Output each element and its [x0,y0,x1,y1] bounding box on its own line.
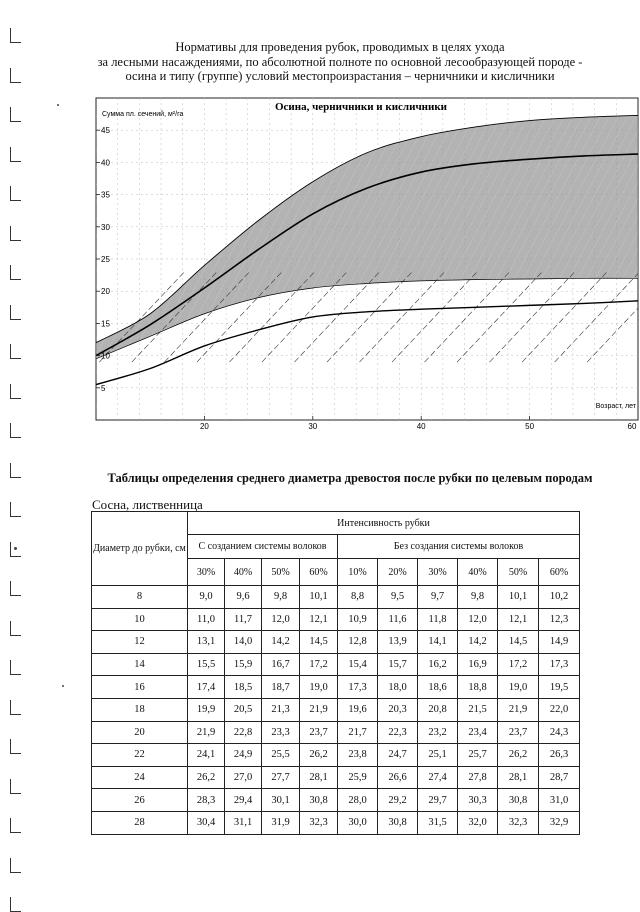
guide-line-dashed [360,272,445,362]
value-cell: 32,3 [300,811,338,834]
y-tick-label: 35 [101,190,110,200]
y-tick-label: 45 [101,126,110,136]
guide-line-dashed [490,272,575,362]
value-cell: 12,0 [262,608,300,631]
binder-mark [10,739,21,754]
pct-with-header: 60% [300,559,338,586]
x-tick-label: 30 [308,422,318,431]
shaded-band [96,115,638,358]
diameter-cell: 24 [92,766,188,789]
value-cell: 22,8 [225,721,262,744]
value-cell: 13,9 [378,631,418,654]
table-row [92,631,580,654]
table-row [92,721,580,744]
binder-mark [10,818,21,833]
binder-mark [10,226,21,241]
pct-without-header: 40% [458,559,498,586]
value-cell: 25,7 [458,744,498,767]
table-row [92,608,580,631]
x-tick-label: 60 [627,422,637,431]
value-cell: 24,9 [225,744,262,767]
binder-mark [10,68,21,83]
binder-mark [10,186,21,201]
guide-line-dashed [392,272,477,362]
value-cell: 10,2 [539,586,580,609]
value-cell: 26,6 [378,766,418,789]
binder-mark [10,28,21,43]
value-cell: 12,1 [498,608,539,631]
y-axis-label: Сумма пл. сечений, м²/га [102,111,184,118]
value-cell: 23,8 [338,744,378,767]
value-cell: 20,3 [378,698,418,721]
value-cell: 23,2 [418,721,458,744]
value-cell: 30,8 [300,789,338,812]
value-cell: 15,5 [188,653,225,676]
diameter-cell: 16 [92,676,188,699]
diameter-cell: 22 [92,744,188,767]
value-cell: 18,7 [262,676,300,699]
margin-dot [14,547,17,550]
pct-with-header: 50% [262,559,300,586]
value-cell: 19,0 [300,676,338,699]
col-diameter-header: Диаметр до рубки, см [92,512,188,586]
pct-without-header: 60% [539,559,580,586]
binder-mark [10,858,21,873]
value-cell: 32,0 [458,811,498,834]
guide-line-dashed [522,272,607,362]
value-cell: 29,2 [378,789,418,812]
value-cell: 16,9 [458,653,498,676]
value-cell: 30,0 [338,811,378,834]
table-row [92,789,580,812]
value-cell: 30,8 [378,811,418,834]
value-cell: 21,9 [498,698,539,721]
value-cell: 19,9 [188,698,225,721]
value-cell: 22,0 [539,698,580,721]
value-cell: 14,0 [225,631,262,654]
title-line-3: осина и типу (группе) условий местопроизрастания – черничники и кисличники [125,69,555,83]
y-tick-label: 20 [101,287,110,297]
value-cell: 12,0 [458,608,498,631]
value-cell: 14,9 [539,631,580,654]
x-tick-label: 20 [199,422,209,431]
value-cell: 28,0 [338,789,378,812]
value-cell: 28,7 [539,766,580,789]
value-cell: 10,9 [338,608,378,631]
value-cell: 31,0 [539,789,580,812]
value-cell: 11,6 [378,608,418,631]
value-cell: 30,3 [458,789,498,812]
y-tick-label: 10 [101,351,110,361]
pct-with-header: 40% [225,559,262,586]
document-title [60,40,620,84]
value-cell: 26,3 [539,744,580,767]
value-cell: 9,7 [418,586,458,609]
pct-without-header: 30% [418,559,458,586]
value-cell: 28,3 [188,789,225,812]
value-cell: 23,3 [262,721,300,744]
margin-dot [57,104,59,106]
binder-mark [10,581,21,596]
value-cell: 13,1 [188,631,225,654]
y-tick-label: 15 [101,319,110,329]
guide-line-dashed [555,272,640,362]
value-cell: 17,3 [338,676,378,699]
value-cell: 11,0 [188,608,225,631]
value-cell: 26,2 [300,744,338,767]
diameter-cell: 8 [92,586,188,609]
pct-without-header: 10% [338,559,378,586]
value-cell: 24,7 [378,744,418,767]
binder-margin [0,0,30,905]
value-cell: 9,0 [188,586,225,609]
value-cell: 31,5 [418,811,458,834]
diameter-cell: 20 [92,721,188,744]
table-body [92,586,580,835]
value-cell: 19,5 [539,676,580,699]
value-cell: 20,5 [225,698,262,721]
value-cell: 18,8 [458,676,498,699]
group-with-header: С созданием системы волоков [188,535,338,559]
binder-mark [10,344,21,359]
value-cell: 12,1 [300,608,338,631]
table-row [92,676,580,699]
diameter-cell: 10 [92,608,188,631]
value-cell: 23,7 [498,721,539,744]
value-cell: 21,3 [262,698,300,721]
series-layer [88,98,640,420]
guide-line-dashed [457,272,542,362]
table-row [92,586,580,609]
value-cell: 11,7 [225,608,262,631]
value-cell: 27,4 [418,766,458,789]
value-cell: 19,6 [338,698,378,721]
value-cell: 14,5 [300,631,338,654]
value-cell: 23,7 [300,721,338,744]
basal-area-chart [88,96,640,432]
value-cell: 28,1 [498,766,539,789]
value-cell: 29,4 [225,789,262,812]
table-row [92,653,580,676]
value-cell: 30,1 [262,789,300,812]
x-axis-label: Возраст, лет [595,403,636,410]
value-cell: 26,2 [498,744,539,767]
value-cell: 27,7 [262,766,300,789]
table-row [92,811,580,834]
value-cell: 11,8 [418,608,458,631]
binder-mark [10,305,21,320]
col-intensity-header: Интенсивность рубки [188,512,580,535]
chart-svg [88,96,640,432]
table-row [92,744,580,767]
table-heading: Таблицы определения среднего диаметра древостоя после рубки по целевым породам [107,471,593,485]
value-cell: 20,8 [418,698,458,721]
value-cell: 15,9 [225,653,262,676]
y-tick-label: 40 [101,158,110,168]
value-cell: 8,8 [338,586,378,609]
value-cell: 17,4 [188,676,225,699]
diameter-cell: 26 [92,789,188,812]
x-tick-label: 40 [416,422,426,431]
pct-without-header: 20% [378,559,418,586]
value-cell: 17,3 [539,653,580,676]
value-cell: 9,8 [458,586,498,609]
value-cell: 21,9 [188,721,225,744]
y-tick-label: 30 [101,222,110,232]
binder-mark [10,700,21,715]
diameter-cell: 14 [92,653,188,676]
value-cell: 15,4 [338,653,378,676]
diameter-cell: 28 [92,811,188,834]
binder-mark [10,384,21,399]
value-cell: 12,8 [338,631,378,654]
value-cell: 21,9 [300,698,338,721]
value-cell: 26,2 [188,766,225,789]
value-cell: 9,6 [225,586,262,609]
value-cell: 15,7 [378,653,418,676]
group-without-header: Без создания системы волоков [338,535,580,559]
chart-title: Осина, черничники и кисличники [274,101,448,113]
value-cell: 16,7 [262,653,300,676]
value-cell: 10,1 [300,586,338,609]
value-cell: 28,1 [300,766,338,789]
value-cell: 9,8 [262,586,300,609]
value-cell: 10,1 [498,586,539,609]
binder-mark [10,423,21,438]
binder-mark [10,502,21,517]
value-cell: 32,3 [498,811,539,834]
value-cell: 12,3 [539,608,580,631]
binder-mark [10,660,21,675]
y-tick-label: 5 [101,383,106,393]
value-cell: 19,0 [498,676,539,699]
pct-without-header: 50% [498,559,539,586]
x-tick-label: 50 [525,422,535,431]
binder-mark [10,463,21,478]
value-cell: 32,9 [539,811,580,834]
binder-mark [10,779,21,794]
value-cell: 14,2 [262,631,300,654]
pct-with-header: 30% [188,559,225,586]
value-cell: 31,9 [262,811,300,834]
table-row [92,698,580,721]
binder-mark [10,107,21,122]
value-cell: 25,5 [262,744,300,767]
value-cell: 18,0 [378,676,418,699]
table-subheading: Сосна, лиственница [92,497,203,512]
value-cell: 30,8 [498,789,539,812]
value-cell: 22,3 [378,721,418,744]
value-cell: 21,7 [338,721,378,744]
value-cell: 29,7 [418,789,458,812]
binder-mark [10,265,21,280]
value-cell: 18,6 [418,676,458,699]
binder-mark [10,621,21,636]
value-cell: 23,4 [458,721,498,744]
value-cell: 25,9 [338,766,378,789]
value-cell: 27,8 [458,766,498,789]
value-cell: 30,4 [188,811,225,834]
value-cell: 18,5 [225,676,262,699]
title-line-2: за лесными насаждениями, по абсолютной полноте по основной лесообразующей породе - [97,54,583,69]
diameter-cell: 12 [92,631,188,654]
binder-mark [10,147,21,162]
diameter-cell: 18 [92,698,188,721]
value-cell: 27,0 [225,766,262,789]
value-cell: 14,1 [418,631,458,654]
guide-line-dashed [587,272,640,362]
value-cell: 16,2 [418,653,458,676]
guide-line-dashed [425,272,510,362]
y-tick-label: 25 [101,255,110,264]
value-cell: 14,5 [498,631,539,654]
value-cell: 25,1 [418,744,458,767]
value-cell: 17,2 [300,653,338,676]
title-line-1: Нормативы для проведения рубок, проводимых в целях ухода [175,40,505,54]
margin-dot [62,685,64,687]
value-cell: 31,1 [225,811,262,834]
value-cell: 9,5 [378,586,418,609]
diameter-table [91,511,580,835]
value-cell: 24,3 [539,721,580,744]
table-row [92,766,580,789]
value-cell: 17,2 [498,653,539,676]
value-cell: 24,1 [188,744,225,767]
value-cell: 14,2 [458,631,498,654]
value-cell: 21,5 [458,698,498,721]
